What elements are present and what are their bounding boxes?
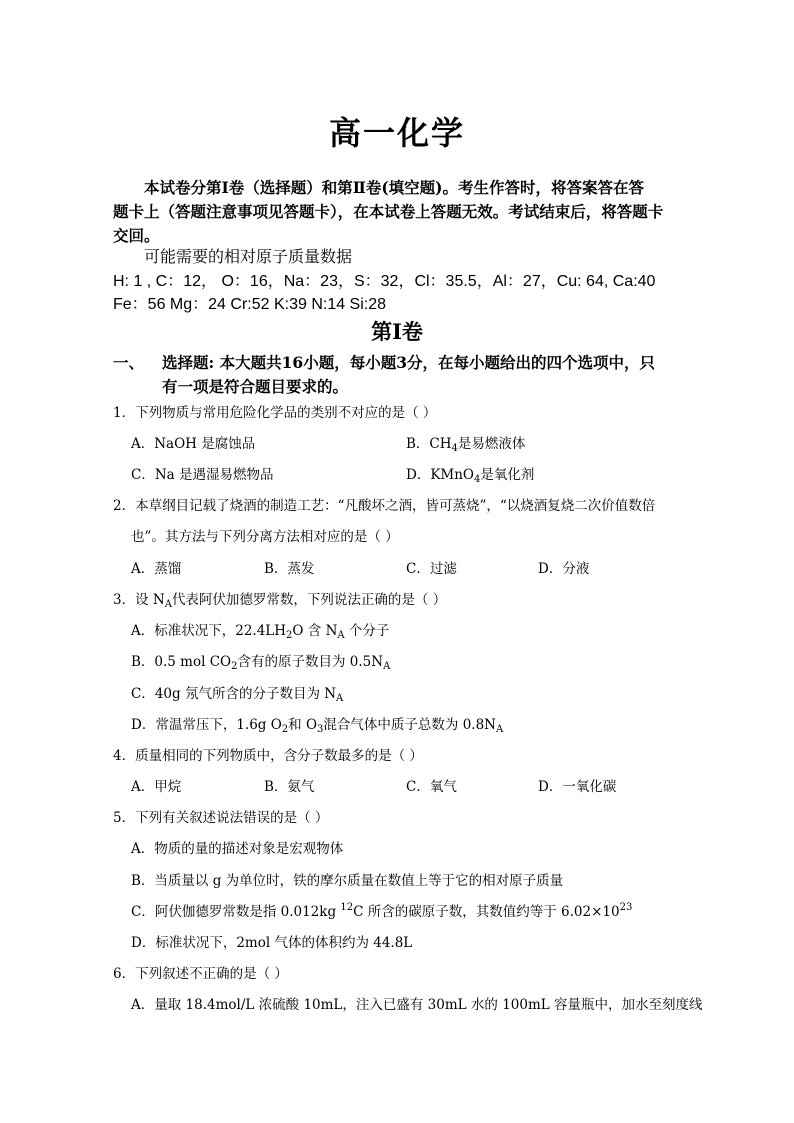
option-b: B．蒸发 xyxy=(264,561,315,577)
option-d: D．一氧化碳 xyxy=(538,779,617,795)
option-c: C．Na 是遇湿易燃物品 xyxy=(131,467,274,483)
question-stem: 5．下列有关叙述说法错误的是（ ） xyxy=(113,810,329,826)
option-b: B．0.5 mol $CO_2$含有的原子数目为 $0.5N_A$ xyxy=(131,654,391,672)
option-a: A．标准状况下，$22.4LH_2O$ 含 $N_A$ 个分子 xyxy=(131,623,390,641)
intro-paragraph xyxy=(113,176,688,248)
option-a: A．甲烷 xyxy=(131,779,182,795)
question-stem: 4．质量相同的下列物质中，含分子数最多的是（ ） xyxy=(113,748,423,764)
question-stem: 3．设 $N_A$代表阿伏加德罗常数，下列说法正确的是（ ） xyxy=(113,592,447,610)
atomic-mass-line: Fe：56 Mg：24 Cr:52 K:39 N:14 Si:28 xyxy=(113,296,387,313)
option-c: C．氧气 xyxy=(406,779,457,795)
option-d: D．标准状况下，2mol 气体的体积约为 44.8L xyxy=(131,935,413,951)
option-b: B．氨气 xyxy=(264,779,315,795)
option-c: C．40g 氖气所含的分子数目为 $N_A$ xyxy=(131,686,344,704)
atomic-mass-heading: 可能需要的相对原子质量数据 xyxy=(144,249,353,266)
option-d: D．常温常压下，1.6g $O_2$和 $O_3$混合气体中质子总数为 $0.8N_A$ xyxy=(131,717,504,735)
option-a: A．量取 18.4mol/L 浓硫酸 10mL，注入已盛有 30mL 水的 100mL 容量瓶中，加水至刻度线 xyxy=(131,997,703,1013)
question-stem: 6．下列叙述不正确的是（ ） xyxy=(113,966,288,982)
intro-line: 本试卷分第Ⅰ卷（选择题）和第Ⅱ卷(填空题)。考生作答时，将答案答在答 xyxy=(144,178,644,197)
option-a: A．物质的量的描述对象是宏观物体 xyxy=(131,841,344,857)
option-b: B．$CH_4$是易燃液体 xyxy=(406,436,526,454)
section-desc-line: 有一项是符合题目要求的。 xyxy=(162,377,349,396)
section-number: 一、 xyxy=(113,353,145,372)
option-d: D．分液 xyxy=(538,561,590,577)
atomic-mass-line: H: 1 , C：12， O：16，Na：23，S：32，Cl：35.5，Al：27，Cu: 64, Ca:40 xyxy=(113,273,656,290)
question-stem: 2．本草纲目记载了烧酒的制造工艺：“凡酸坏之酒，皆可蒸烧”，“以烧酒复烧二次价值数倍 xyxy=(113,498,656,514)
question-stem: 也”。其方法与下列分离方法相对应的是（ ） xyxy=(131,529,399,545)
option-c: C．阿伏伽德罗常数是指 0.012kg $^{12}$C 所含的碳原子数，其数值约等于 $6.02\times 10^{23}$ xyxy=(131,902,633,920)
option-b: B．当质量以 g 为单位时，铁的摩尔质量在数值上等于它的相对原子质量 xyxy=(131,873,564,889)
section-desc-line: 选择题: 本大题共16小题，每小题3分，在每小题给出的四个选项中，只 xyxy=(162,353,655,372)
section-title: 第Ⅰ卷 xyxy=(371,319,423,344)
intro-line: 交回。 xyxy=(113,226,160,245)
option-a: A．蒸馏 xyxy=(131,561,182,577)
option-d: D．KMnO$_4$是氧化剂 xyxy=(406,467,535,485)
question-stem: 1．下列物质与常用危险化学品的类别不对应的是（ ） xyxy=(113,405,437,421)
page-title: 高一化学 xyxy=(328,114,465,152)
intro-line: 题卡上（答题注意事项见答题卡），在本试卷上答题无效。考试结束后，将答题卡 xyxy=(113,202,664,221)
option-c: C．过滤 xyxy=(406,561,457,577)
section-description xyxy=(162,351,692,399)
option-a: A．NaOH 是腐蚀品 xyxy=(131,436,256,452)
